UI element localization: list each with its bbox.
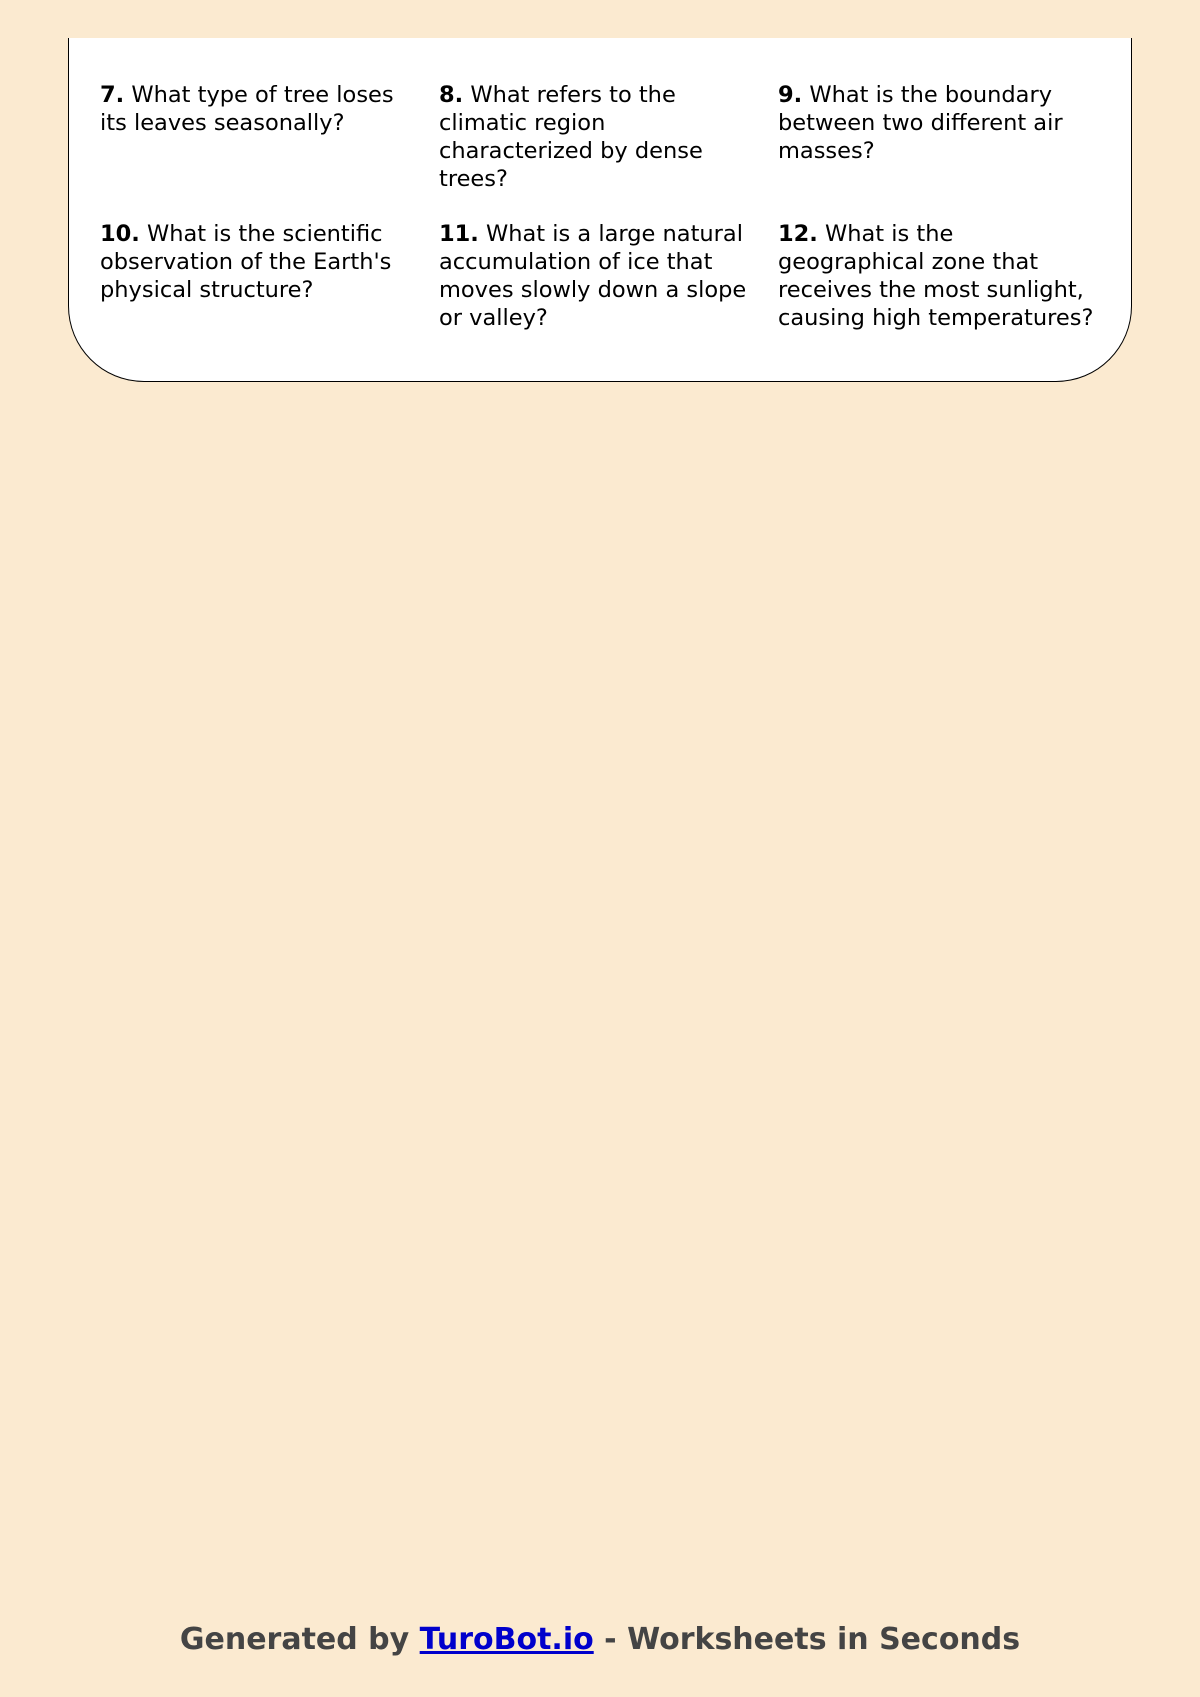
footer-suffix: - Worksheets in Seconds [604, 1622, 1021, 1657]
question-item [439, 81, 778, 193]
footer [0, 1620, 1200, 1660]
question-item [778, 81, 1110, 193]
question-number: 10. [100, 221, 140, 247]
question-item [100, 81, 439, 193]
question-number: 9. [778, 82, 803, 108]
question-item [439, 220, 778, 332]
question-item [100, 220, 439, 332]
question-text: What type of tree loses its leaves seasonally? [100, 82, 394, 136]
question-number: 8. [439, 82, 464, 108]
turobot-link[interactable]: TuroBot.io [419, 1622, 594, 1657]
footer-prefix: Generated by [179, 1622, 410, 1657]
question-text: What is the scientific observation of the Earth's physical structure? [100, 221, 392, 303]
question-text: What is the geographical zone that receives the most sunlight, causing high temperatures? [778, 221, 1094, 331]
question-item [778, 220, 1110, 332]
question-card [68, 38, 1132, 382]
question-grid [100, 81, 1110, 332]
question-text: What is a large natural accumulation of ice that moves slowly down a slope or valley? [439, 221, 747, 331]
question-text: What is the boundary between two different air masses? [778, 82, 1063, 164]
question-number: 11. [439, 221, 479, 247]
question-text: What refers to the climatic region characterized by dense trees? [439, 82, 703, 192]
question-number: 12. [778, 221, 818, 247]
question-number: 7. [100, 82, 125, 108]
